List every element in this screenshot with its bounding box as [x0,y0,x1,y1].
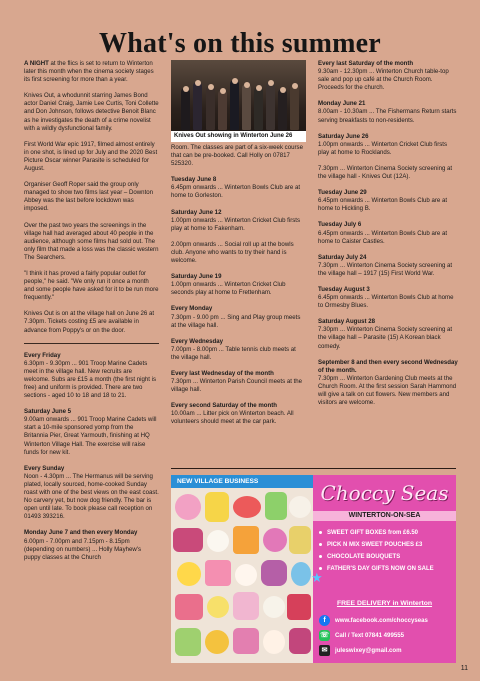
event-heading: Saturday June 12 [171,208,222,216]
whatsapp-icon: ☏ [320,632,329,639]
sweet-shape [205,492,229,522]
event-heading: Every Sunday [24,464,65,472]
person-head [195,80,201,86]
product-item [319,542,454,548]
article-paragraph: Room. The classes are part of a six-week course that can be pre-booked. Call Holly on 07817 525320. [171,144,303,168]
sweet-shape [207,596,229,618]
sweet-shape [287,594,311,620]
event-item [171,370,306,394]
event-text: 7.00pm - 8.00pm ... Table tennis club meets at the village hall. [171,345,296,361]
event-item [171,305,306,329]
event-heading: Tuesday June 8 [171,176,217,184]
event-item [171,338,306,362]
choccy-seas-advert [313,475,456,663]
event-text: 8.00am - 10.30am ... The Fishermans Return starts serving breakfasts to non-residents. [318,108,457,124]
sweets-photo [171,488,313,663]
event-heading: Saturday June 5 [24,408,72,416]
sweet-shape [233,496,261,518]
person-figure [230,80,239,130]
article-paragraph: "I think it has proved a fairly popular outlet for people," he said. "We only run it once a month and some people have asked for it to be run more frequently." [24,269,159,302]
product-text: SWEET GIFT BOXES from £6.50 [327,530,419,536]
sweet-shape [263,596,285,618]
event-item [318,254,458,278]
advert-divider [171,468,456,469]
event-text: 9.00am onwards ... 901 Troop Marine Cadets will start a 10-mile sponsored yomp from the Britannia Pier, Great Yarmouth, finishing at HQ Winterton Village Hall. The exercise will raise funds for new kit. [24,416,157,456]
product-item [319,566,454,572]
event-item [318,359,458,408]
delivery-notice: FREE DELIVERY in Winterton [336,600,433,607]
event-heading: Saturday July 24 [318,253,367,261]
product-text: CHOCOLATE BOUQUETS [327,554,401,560]
sweet-shape [289,628,311,654]
event-text: Noon - 4.30pm ... The Hermanus will be serving plated, locally sourced, home-cooked Sunday roast with one of the best views on the east coast. No carvery yet, but now dog friendly. The bar is open until late. To book please call reception on 01493 393216. [24,472,159,521]
event-text: 2.00pm onwards ... Social roll up at the bowls club. Anyone who wants to try their hand is welcome. [171,240,294,265]
event-text: 6.00pm - 7.00pm and 7.15pm - 8.15pm (depending on numbers) ... Holly Mayhew's puppy classes at the Church [24,537,142,561]
event-text: 6.45pm onwards ... Winterton Bowls Club at home to Ormesby Blues. [318,294,454,310]
person-head [220,88,226,94]
event-item [171,402,306,426]
sweet-shape [173,528,203,552]
column-1 [24,60,159,570]
product-text: PICK N MIX SWEET POUCHES £3 [327,542,423,548]
event-text: 1.00pm onwards ... Winterton Cricket Club firsts play at home to Fakenham. [171,216,301,232]
sweet-shape [289,526,311,554]
star-icon: ★ [311,570,323,585]
event-text: 7.30pm ... Winterton Cinema Society screening at the village hall – 1917 (15) First World War. [318,261,453,277]
event-text: 6.45pm onwards ... Winterton Bowls Club are at home to Gorleston. [171,184,301,200]
event-text: 7.30pm ... Winterton Gardening Club meets at the Church Room. At the first session Sarah Hammond will give a talk on cut flowers. New members and visitors are welcome. [318,374,457,407]
event-item [318,318,458,350]
sweet-shape [175,628,201,656]
person-head [292,83,298,89]
email-link[interactable]: juleswixey@gmail.com [335,647,402,654]
facebook-row [319,615,454,626]
sweet-shape [205,560,231,586]
article-paragraph: Organiser Geoff Roper said the group only managed to show two films last year – Downton Abbey was the last before lockdown was imposed. [24,181,154,213]
column-3 [318,60,458,415]
article-paragraph: Knives Out is on at the village hall on June 26 at 7.30pm. Tickets costing £5 are available in advance from Poppy's or on the door. [24,310,155,334]
event-item [171,176,306,200]
event-item [24,529,159,561]
bullet-icon [319,543,322,546]
new-business-label: NEW VILLAGE BUSINESS [171,475,313,488]
event-item [171,209,306,233]
person-figure [206,86,215,130]
person-figure [218,90,227,130]
person-head [280,87,286,93]
event-item [318,189,458,213]
event-text: 10.00am ... Litter pick on Winterton beach. All volunteers should meet at the car park. [171,410,294,426]
event-heading: Tuesday June 29 [318,189,367,197]
event-item [318,100,458,124]
sweet-shape [205,630,229,654]
event-item [24,465,159,522]
person-figure [242,84,251,130]
sweet-shape [291,562,311,586]
person-figure [193,82,202,130]
event-text: 6.30pm - 9.30pm ... 901 Troop Marine Cadets meet in the village hall. New recruits are welcome. Subs are £15 a month (the first night is free) and uniform is provided. There are two sections - aged 10 to 18 and 18 to 21. [24,359,157,400]
person-head [256,85,262,91]
email-icon: ✉ [319,645,330,656]
person-figure [290,85,299,130]
event-text: 7.30pm ... Winterton Parish Council meets at the village hall. [171,378,303,394]
sweet-shape [265,492,287,520]
sweet-shape [207,530,229,552]
person-head [244,82,250,88]
event-heading: Every Friday [24,351,61,359]
event-item [24,352,159,401]
event-heading: Monday June 7 and then every Monday [24,529,138,537]
event-text: 1.00pm onwards ... Winterton Cricket Club seconds play at home to Frettenham. [171,281,286,297]
lead-text: at the flics is set to return to Winterton later this month when the cinema society stages its first screening for more than a year. [24,60,154,84]
person-head [208,84,214,90]
product-item [319,554,454,560]
event-heading: Tuesday August 3 [318,285,370,293]
event-text: 6.45pm onwards ... Winterton Bowls Club are at home to Hickling B. [318,197,448,213]
event-item [318,60,458,92]
sweet-shape [233,592,259,620]
article-paragraph: Knives Out, a whodunnit starring James Bond actor Daniel Craig, Jamie Lee Curtis, Toni Collette and Don Johnson, follows detective Benoit Blanc as he investigates the death of a crime novelist with a wildly dysfunctional family. [24,92,159,132]
event-heading: September 8 and then every second Wednesday of the month. [318,358,458,374]
article-paragraph [24,60,159,84]
facebook-link[interactable]: www.facebook.com/choccyseas [335,617,428,624]
sweet-shape [289,496,311,518]
event-item [24,408,159,457]
sweet-shape [235,564,257,586]
sweet-shape [263,630,285,654]
event-text: 6.45pm onwards ... Winterton Bowls Club are at home to Caister Castles. [318,229,448,245]
event-text: 7.30pm ... Winterton Cinema Society screening at the village hall – Parasite (15) A Korean black comedy. [318,326,453,350]
person-head [232,78,238,84]
event-item [318,165,458,181]
person-figure [254,87,263,130]
person-head [268,80,274,86]
event-heading: Every second Saturday of the month [171,402,277,410]
event-heading: Saturday June 26 [318,132,369,140]
person-figure [278,89,287,130]
shop-location: WINTERTON-ON-SEA [313,511,456,521]
event-text: 7.30pm ... Winterton Cinema Society screening at the village hall - Knives Out (12A). [318,164,453,181]
phone-text: Call / Text 07841 499555 [335,632,404,639]
event-text: 9.30am - 12.30pm ... Winterton Church table-top sale and pop up café at the Church Room. Proceeds for the church. [318,68,449,92]
sweet-shape [261,560,287,586]
column-2 [171,144,306,435]
event-text: 7.30pm - 9.00 pm ... Sing and Play group meets at the village hall. [171,313,301,329]
event-heading: Monday June 21 [318,100,366,108]
facebook-icon: f [319,615,330,626]
event-text: 1.00pm onwards ... Winterton Cricket Club firsts play at home to Rocklands. [318,140,448,156]
person-figure [266,82,275,130]
sweet-shape [175,494,201,520]
lead-bold: A NIGHT [24,60,49,67]
event-heading: Tuesday July 6 [318,221,362,229]
person-figure [181,88,190,130]
product-item [319,530,454,536]
article-paragraph: Over the past two years the screenings in the village hall had averaged about 40 people in the audience, although some films had sold out. The only film that made a loss was the classic western The Searchers. [24,221,159,261]
event-heading: Every last Wednesday of the month [171,369,274,377]
event-item [318,133,458,157]
event-item [171,273,306,297]
sweet-shape [233,526,259,554]
page-number: 11 [460,665,468,672]
sweet-shape [175,594,203,620]
event-item [318,221,458,245]
product-list [319,530,454,578]
product-text: FATHER'S DAY GIFTS NOW ON SALE [327,566,434,572]
event-heading: Saturday August 28 [318,318,376,326]
email-row [319,645,454,656]
event-item [171,241,306,265]
bullet-icon [319,531,322,534]
sweet-shape [263,528,287,552]
bullet-icon [319,555,322,558]
divider [24,343,159,344]
event-heading: Every Wednesday [171,337,224,345]
event-heading: Every Monday [171,305,213,313]
page-title: What's on this summer [99,28,381,59]
person-head [183,86,189,92]
film-cast-photo [171,60,306,142]
new-business-panel [171,475,313,663]
sweet-shape [233,628,259,654]
article-paragraph: First World War epic 1917, filmed almost entirely in one shot, is lined up for July and the 2020 Best Picture Oscar winner Parasite is scheduled for August. [24,140,158,173]
phone-row [319,630,454,641]
event-item [318,286,458,310]
photo-caption: Knives Out showing in Winterton June 26 [171,131,306,142]
sweet-shape [177,562,201,586]
event-heading: Saturday June 19 [171,273,222,281]
event-heading: Every last Saturday of the month [318,60,414,67]
shop-logo: Choccy Seas [320,481,449,505]
